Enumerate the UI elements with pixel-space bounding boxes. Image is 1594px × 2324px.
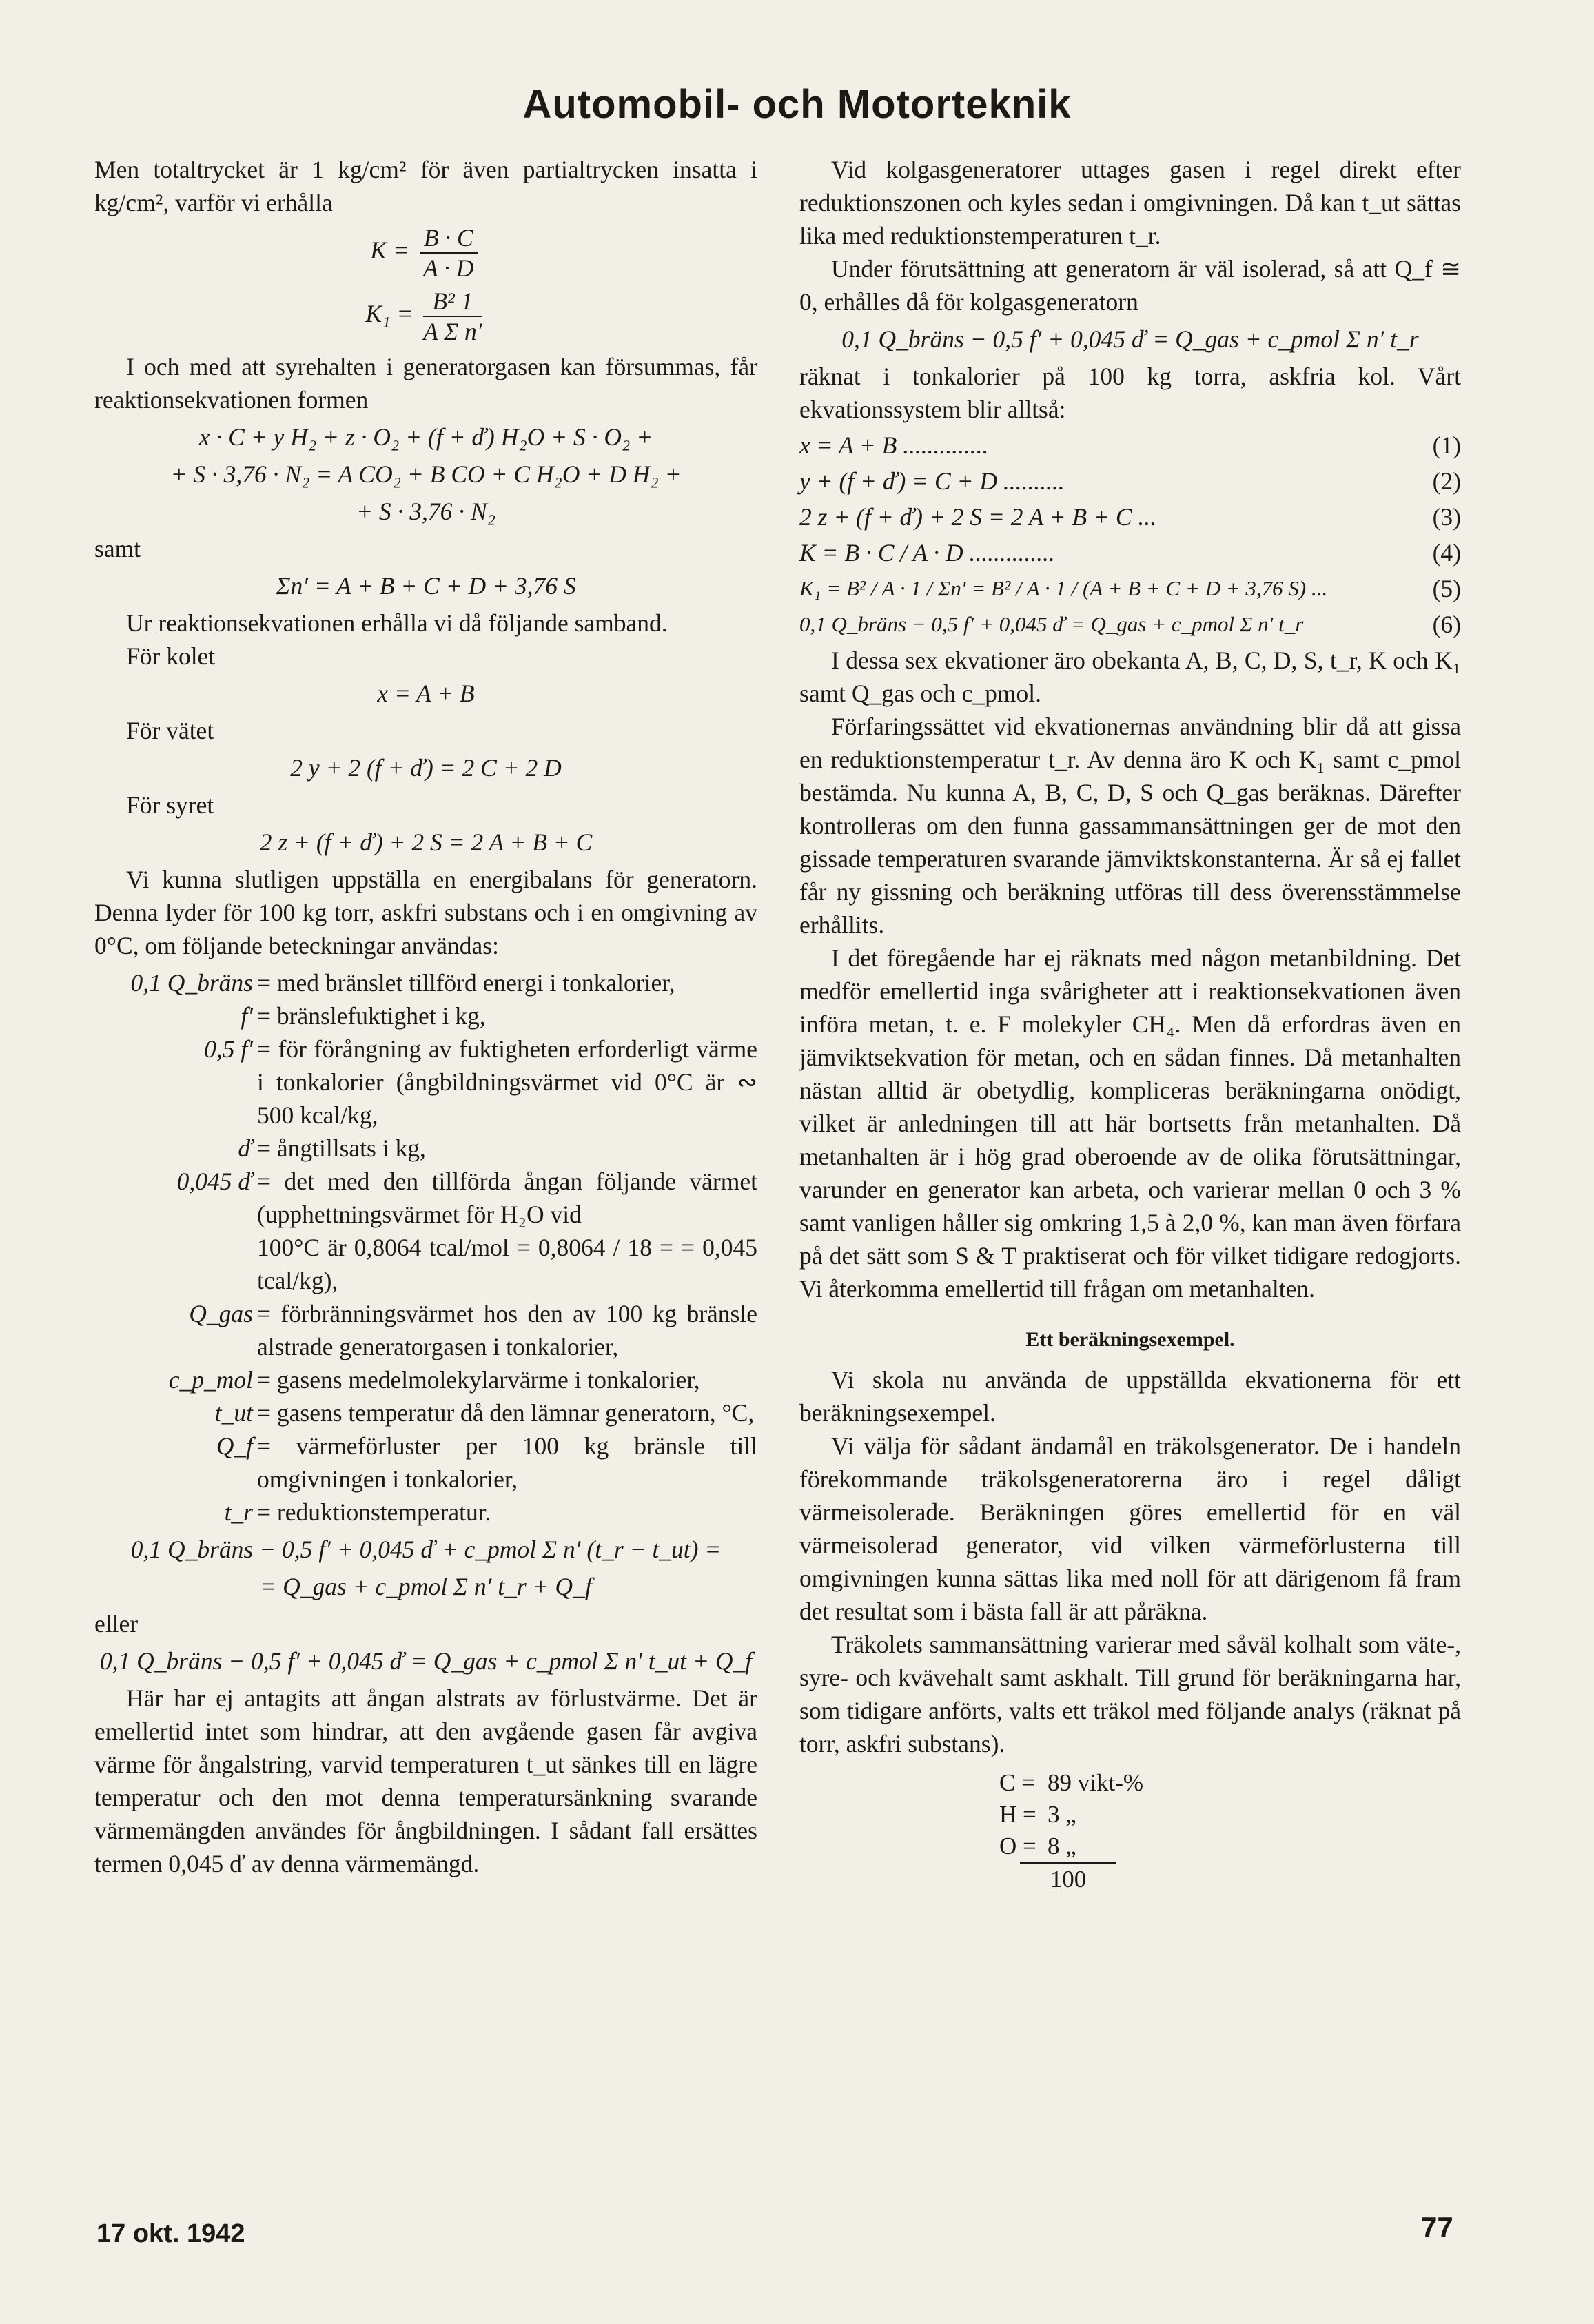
definition-symbol: 0,5 f′ — [204, 1035, 253, 1063]
definition-item — [94, 966, 757, 999]
definition-symbol: t_r — [224, 1498, 253, 1526]
equation-k-numerator: B · C — [420, 223, 478, 254]
metan-paragraph: I det föregående har ej räknats med någon metanbildning. Det medför emellertid inga svårigheter att i reaktionsekvationen även införa metan, t. e. F molekyler CH₄. Men då erfordras även en jämviktsekvation för metan, och en sådan finnes. Då metanhalten nästan alltid är obetydlig, kompliceras beräkningarna onödigt, vilket är anledningen till att här bortsetts från metanhalten. Då metanhalten är i hög grad oberoende av de olika förutsättningar, varunder en generator kan arbeta, och varierar mellan 0 och 3 % samt vanligen håller sig omkring 1,5 à 2,0 %, kan man även förfara på det sätt som S & T praktiserat och för vilket tidigare redogjorts. Vi återkomma emellertid till frågan om metanhalten. — [799, 944, 1461, 1303]
definition-item — [94, 1496, 757, 1529]
system-equation — [799, 429, 1461, 462]
definition-text: = reduktionstemperatur. — [257, 1498, 491, 1526]
definition-item — [94, 1032, 757, 1132]
definition-symbol: 0,1 Q_bräns — [130, 969, 253, 997]
definition-item — [94, 1363, 757, 1396]
vatet-label: För vätet — [126, 717, 214, 744]
definition-symbol — [94, 1231, 257, 1297]
system-equation-text: K = B · C / A · D .............. — [799, 539, 1055, 567]
system-equation-text: 2 z + (f + ď) + 2 S = 2 A + B + C ... — [799, 503, 1157, 531]
equation-k1-denominator: A Σ n′ — [423, 318, 482, 345]
equation-number: (5) — [1432, 575, 1461, 602]
equation-number: (3) — [1432, 503, 1461, 531]
reaction-line-3: + S · 3,76 · N₂ — [356, 498, 495, 525]
balance-equation-3: 0,1 Q_bräns − 0,5 f′ + 0,045 ď = Q_gas + c_pmol Σ n′ t_ut + Q_f — [99, 1647, 753, 1675]
har-paragraph: Här har ej antagits att ångan alstrats av förlustvärme. Det är emellertid intet som hindrar, att den avgående gasen får avgiva värme för ångalstring, varvid temperaturen t_ut sänkes till en lägre temperatur och den mot denna temperatursänkning svarande värmemängden användes för ångbildningen. I sådant fall ersättes termen 0,045 ď av denna värmemängd. — [94, 1684, 757, 1877]
composition-element: C = — [999, 1769, 1035, 1796]
balance-equation-2: = Q_gas + c_pmol Σ n′ t_r + Q_f — [260, 1573, 592, 1600]
definition-text: = det med den tillförda ångan följande värmet (upphettningsvärmet för H₂O vid — [257, 1168, 757, 1228]
composition-value: 3 „ — [1048, 1801, 1076, 1828]
definition-text: = förbränningsvärmet hos den av 100 kg bränsle alstrade generatorgasen i tonkalorier, — [257, 1300, 757, 1360]
system-equation-text: y + (f + ď) = C + D .......... — [799, 467, 1065, 495]
definition-item — [94, 1231, 757, 1297]
composition-table — [999, 1767, 1461, 1895]
valja-paragraph: Vi välja för sådant ändamål en träkolsgenerator. De i handeln förekommande träkolsgeneratorerna äro i regel dåligt värmeisolerade. Beräkningen göres emellertid för en väl värmeisolerad generator, vid vilken värmeförlusterna till omgivningen kunna sättas lika med noll för att därigenom få fram det resultat som i bästa fall är att påräkna. — [799, 1432, 1461, 1625]
composition-row — [999, 1767, 1461, 1799]
composition-sum: 100 — [1020, 1862, 1116, 1895]
composition-value: 8 „ — [1048, 1833, 1076, 1859]
sex-paragraph: I dessa sex ekvationer äro obekanta A, B, C, D, S, t_r, K och K₁ samt Q_gas och c_pmol. — [799, 646, 1461, 707]
ur-paragraph: Ur reaktionsekvationen erhålla vi då följande samband. — [126, 609, 668, 637]
composition-row — [999, 1831, 1461, 1862]
composition-element: H = — [999, 1801, 1036, 1828]
syret-label: För syret — [126, 791, 214, 819]
syret-equation: 2 z + (f + ď) + 2 S = 2 A + B + C — [259, 828, 593, 856]
equation-k1-numerator: B² 1 — [423, 287, 482, 317]
system-equation-text: 0,1 Q_bräns − 0,5 f′ + 0,045 ď = Q_gas + c_pmol Σ n′ t_r — [799, 612, 1304, 636]
system-equation-text: x = A + B .............. — [799, 431, 989, 459]
system-equation — [799, 536, 1461, 569]
skola-paragraph: Vi skola nu använda de uppställda ekvationerna för ett beräkningsexempel. — [799, 1366, 1461, 1427]
kolet-equation: x = A + B — [377, 680, 475, 707]
right-column — [799, 153, 1461, 1895]
forfaring-paragraph: Förfaringssättet vid ekvationernas användning blir då att gissa en reduktionstemperatur t_r. Av denna äro K och K₁ samt c_pmol bestämda. Nu kunna A, B, C, D, S och Q_gas beräknas. Därefter kontrolleras om den funna gassammansättningen ger de mot den gissade temperaturen svarande jämviktskonstanterna. Är så ej fallet får ny gissning och beräkning utföras till dess överensstämmelse erhållits. — [799, 713, 1461, 939]
composition-value: 89 vikt-% — [1048, 1769, 1144, 1796]
definition-text: = värmeförluster per 100 kg bränsle till omgivningen i tonkalorier, — [257, 1432, 757, 1493]
definition-item — [94, 1297, 757, 1363]
footer-date: 17 okt. 1942 — [96, 2219, 245, 2248]
section-heading: Ett beräkningsexempel. — [1025, 1328, 1235, 1351]
equation-k-denominator: A · D — [423, 254, 474, 282]
energy-paragraph: Vi kunna slutligen uppställa en energibalans för generatorn. Denna lyder för 100 kg torr, askfri substans och i en omgivning av 0°C, om följande beteckningar användas: — [94, 866, 757, 959]
definition-list — [94, 966, 757, 1529]
page-header: Automobil- och Motorteknik — [522, 82, 1072, 127]
vid-paragraph: Vid kolgasgeneratorer uttages gasen i regel direkt efter reduktionszonen och kyles sedan i omgivningen. Då kan t_ut sättas lika med reduktionstemperaturen t_r. — [799, 156, 1461, 249]
raknat-paragraph: räknat i tonkalorier på 100 kg torra, askfria kol. Vårt ekvationssystem blir alltså: — [799, 363, 1461, 423]
definition-text: = med bränslet tillförd energi i tonkalorier, — [257, 969, 675, 997]
equation-number: (4) — [1432, 539, 1461, 567]
composition-row — [999, 1799, 1461, 1831]
definition-text: = för förångning av fuktigheten erforderligt värme i tonkalorier (ångbildningsvärmet vid 0°C är ∾ 500 kcal/kg, — [257, 1035, 757, 1129]
equation-k — [94, 223, 757, 283]
system-equation-text: K₁ = B² / A · 1 / Σn′ = B² / A · 1 / (A + B + C + D + 3,76 S) ... — [799, 576, 1328, 600]
reaction-line-2: + S · 3,76 · N₂ = A CO₂ + B CO + C H₂O + D H₂ + — [170, 460, 682, 488]
definition-symbol: t_ut — [214, 1399, 253, 1427]
definition-item — [94, 1132, 757, 1165]
definition-text: = ångtillsats i kg, — [257, 1134, 426, 1162]
equation-number: (6) — [1432, 611, 1461, 638]
reaction-line-1: x · C + y H₂ + z · O₂ + (f + ď) H₂O + S · O₂ + — [198, 423, 653, 451]
definition-text: = bränslefuktighet i kg, — [257, 1002, 486, 1030]
intro-paragraph: Men totaltrycket är 1 kg/cm² för även partialtrycken insatta i kg/cm², varför vi erhålla — [94, 156, 757, 216]
definition-item — [94, 1429, 757, 1496]
definition-item — [94, 999, 757, 1032]
definition-symbol: 0,045 ď — [176, 1168, 253, 1195]
balance-equation-1: 0,1 Q_bräns − 0,5 f′ + 0,045 ď + c_pmol Σ n′ (t_r − t_ut) = — [130, 1536, 722, 1563]
trakol-paragraph: Träkolets sammansättning varierar med såväl kolhalt som väte-, syre- och kvävehalt samt askhalt. Till grund för beräkningarna har, som tidigare anförts, valts ett träkol med följande analys (räknat på torr, askfri substans). — [799, 1631, 1461, 1757]
eller-label: eller — [94, 1610, 139, 1638]
kolgas-equation: 0,1 Q_bräns − 0,5 f′ + 0,045 ď = Q_gas + c_pmol Σ n′ t_r — [841, 325, 1419, 353]
definition-symbol: Q_f — [216, 1432, 253, 1460]
definition-symbol: ď — [238, 1134, 253, 1162]
equation-number: (1) — [1432, 431, 1461, 459]
definition-symbol: c_p_mol — [168, 1366, 253, 1394]
definition-text: 100°C är 0,8064 tcal/mol = 0,8064 / 18 = = 0,045 tcal/kg), — [257, 1234, 757, 1294]
definition-text: = gasens medelmolekylarvärme i tonkalorier, — [257, 1366, 700, 1394]
definition-item — [94, 1165, 757, 1231]
definition-text: = gasens temperatur då den lämnar generatorn, °C, — [257, 1399, 755, 1427]
system-equation — [799, 500, 1461, 533]
equation-k1 — [94, 287, 757, 346]
equation-number: (2) — [1432, 467, 1461, 495]
reaction-paragraph: I och med att syrehalten i generatorgasen kan försummas, får reaktionsekvationen formen — [94, 353, 757, 414]
under-paragraph: Under förutsättning att generatorn är väl isolerad, så att Q_f ≅ 0, erhålles då för kolgasgeneratorn — [799, 255, 1461, 316]
composition-element: O = — [999, 1833, 1036, 1859]
equation-k-lhs: K = — [370, 236, 409, 265]
vatet-equation: 2 y + 2 (f + ď) = 2 C + 2 D — [290, 754, 562, 782]
system-equation — [799, 465, 1461, 498]
system-equation — [799, 608, 1461, 641]
definition-item — [94, 1396, 757, 1429]
definition-symbol: f′ — [241, 1002, 253, 1030]
equation-system — [799, 429, 1461, 641]
sum-equation: Σn′ = A + B + C + D + 3,76 S — [276, 572, 576, 600]
definition-symbol: Q_gas — [189, 1300, 253, 1327]
equation-k1-lhs: K₁ = — [365, 300, 413, 328]
samt-label: samt — [94, 535, 141, 562]
page-number: 77 — [1421, 2211, 1453, 2243]
system-equation — [799, 572, 1461, 605]
kolet-label: För kolet — [126, 642, 216, 670]
left-column — [94, 153, 757, 1880]
